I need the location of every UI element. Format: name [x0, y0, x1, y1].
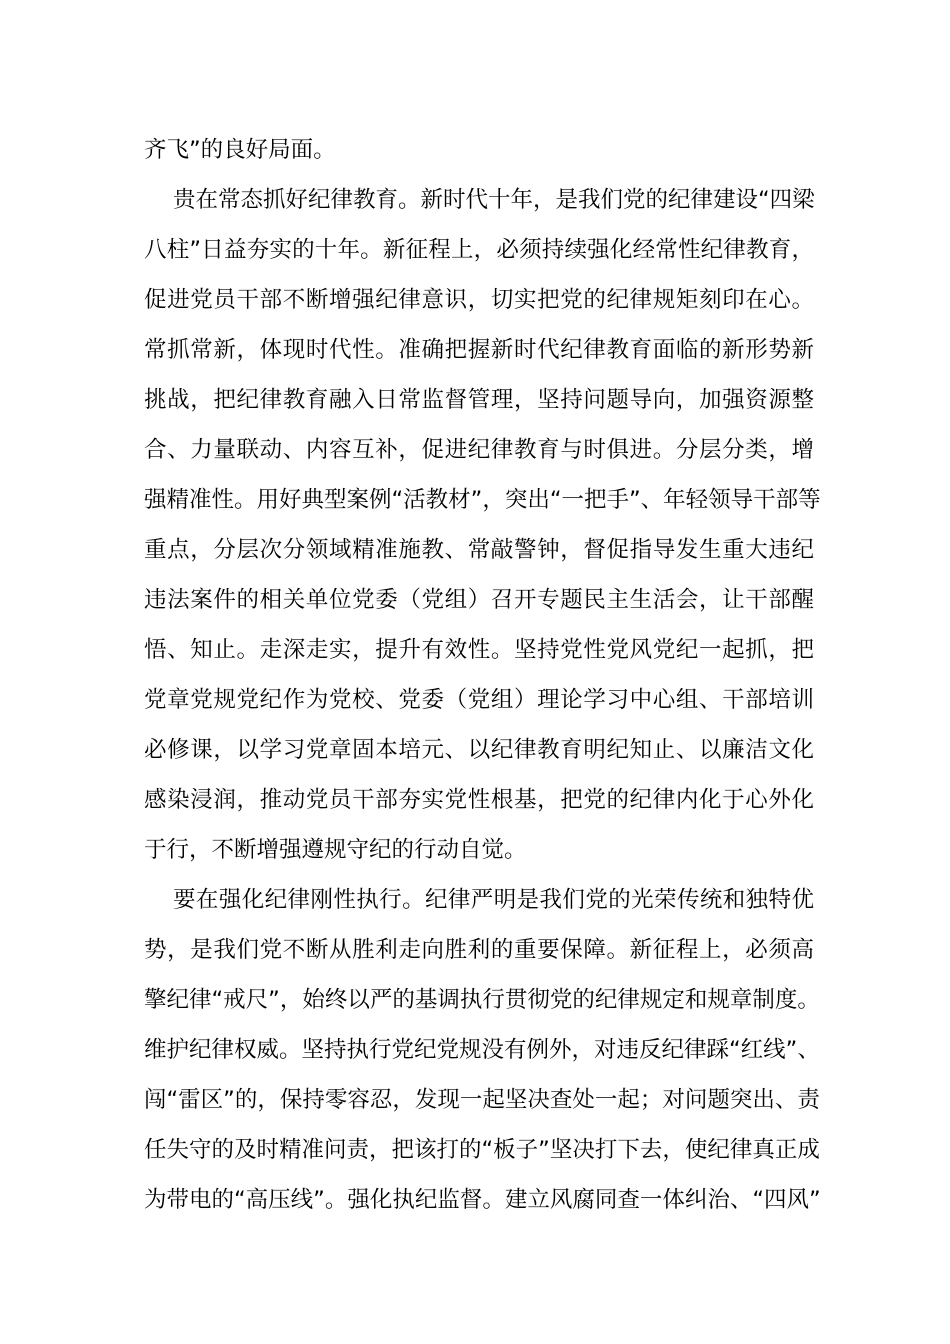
- text-line: 任失守的及时精准问责，把该打的“板子”坚决打下去，使纪律真正成: [144, 1137, 820, 1163]
- paragraph-first-line: 要在强化纪律刚性执行。纪律严明是我们党的光荣传统和独特优: [173, 887, 814, 913]
- text-line: 违法案件的相关单位党委（党组）召开专题民主生活会，让干部醒: [144, 587, 814, 613]
- text-line: 必修课，以学习党章固本培元、以纪律教育明纪知止、以廉洁文化: [144, 737, 814, 763]
- text-line: 促进党员干部不断增强纪律意识，切实把党的纪律规矩刻印在心。: [144, 287, 814, 313]
- text-line: 强精准性。用好典型案例“活教材”，突出“一把手”、年轻领导干部等: [144, 487, 821, 513]
- text-line: 为带电的“高压线”。强化执纪监督。建立风腐同查一体纠治、“四风”: [144, 1187, 821, 1213]
- text-line: 八柱”日益夯实的十年。新征程上，必须持续强化经常性纪律教育，: [144, 237, 814, 263]
- text-line: 重点，分层次分领域精准施教、常敲警钟，督促指导发生重大违纪: [144, 537, 814, 563]
- text-line: 常抓常新，体现时代性。准确把握新时代纪律教育面临的新形势新: [144, 337, 814, 363]
- text-line: 挑战，把纪律教育融入日常监督管理，坚持问题导向，加强资源整: [144, 387, 814, 413]
- text-line: 于行，不断增强遵规守纪的行动自觉。: [144, 837, 527, 863]
- text-line: 党章党规党纪作为党校、党委（党组）理论学习中心组、干部培训: [144, 687, 814, 713]
- text-line: 闯“雷区”的，保持零容忍，发现一起坚决查处一起；对问题突出、责: [144, 1087, 820, 1113]
- text-line: 势，是我们党不断从胜利走向胜利的重要保障。新征程上，必须高: [144, 937, 814, 963]
- text-line: 合、力量联动、内容互补，促进纪律教育与时俱进。分层分类，增: [144, 437, 814, 463]
- text-line: 感染浸润，推动党员干部夯实党性根基，把党的纪律内化于心外化: [144, 787, 814, 813]
- text-line: 擎纪律“戒尺”，始终以严的基调执行贯彻党的纪律规定和规章制度。: [144, 987, 820, 1013]
- text-line: 齐飞”的良好局面。: [144, 137, 336, 163]
- paragraph-first-line: 贵在常态抓好纪律教育。新时代十年，是我们党的纪律建设“四梁: [173, 187, 815, 213]
- text-line: 维护纪律权威。坚持执行党纪党规没有例外，对违反纪律踩“红线”、: [144, 1037, 820, 1063]
- text-line: 悟、知止。走深走实，提升有效性。坚持党性党风党纪一起抓，把: [144, 637, 814, 663]
